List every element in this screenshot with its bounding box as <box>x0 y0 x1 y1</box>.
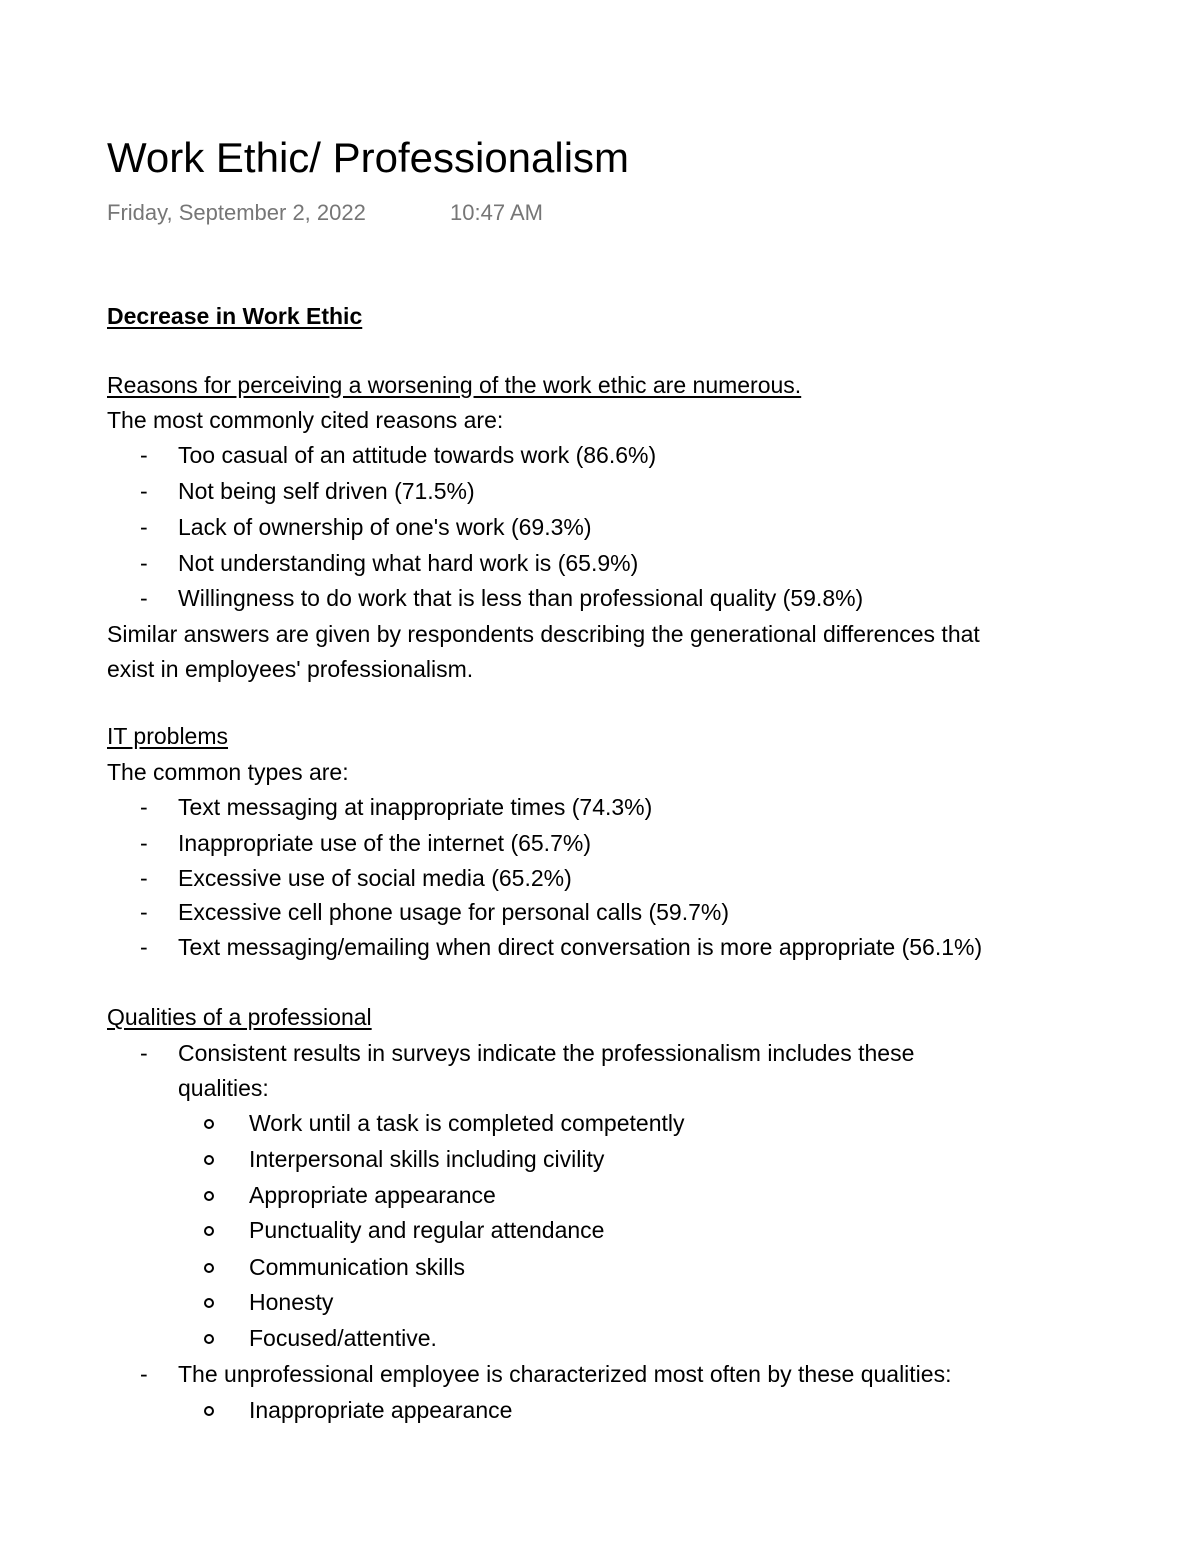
list-item: Consistent results in surveys indicate the professionalism includes these <box>178 1040 915 1066</box>
circle-bullet-icon <box>204 1334 214 1344</box>
bullet-marker: - <box>140 478 148 504</box>
section-heading-it-problems: IT problems <box>107 723 229 749</box>
circle-bullet-icon <box>204 1155 214 1165</box>
closing-text-line-2: exist in employees' professionalism. <box>107 656 474 682</box>
sub-list-item: Punctuality and regular attendance <box>249 1217 605 1243</box>
section-heading-work-ethic: Decrease in Work Ethic <box>107 303 363 329</box>
bullet-marker: - <box>140 865 148 891</box>
list-item: The unprofessional employee is characterized most often by these qualities: <box>178 1361 952 1387</box>
sub-list-item: Inappropriate appearance <box>249 1397 513 1423</box>
bullet-marker: - <box>140 442 148 468</box>
bullet-marker: - <box>140 934 148 960</box>
reasons-subheading: Reasons for perceiving a worsening of the work ethic are numerous. <box>107 372 802 398</box>
note-time: 10:47 AM <box>450 200 543 225</box>
sub-list-item: Appropriate appearance <box>249 1182 496 1208</box>
closing-text-line-1: Similar answers are given by respondents describing the generational differences that <box>107 621 980 647</box>
section-heading-qualities: Qualities of a professional <box>107 1004 372 1030</box>
list-item: Not being self driven (71.5%) <box>178 478 475 504</box>
sub-list-item: Interpersonal skills including civility <box>249 1146 605 1172</box>
sub-list-item: Honesty <box>249 1289 334 1315</box>
sub-list-item: Work until a task is completed competently <box>249 1110 685 1136</box>
list-item: Not understanding what hard work is (65.9%) <box>178 550 639 576</box>
list-item: Excessive cell phone usage for personal calls (59.7%) <box>178 899 730 925</box>
list-item: Text messaging/emailing when direct conversation is more appropriate (56.1%) <box>178 934 983 960</box>
list-item: Lack of ownership of one's work (69.3%) <box>178 514 592 540</box>
it-intro: The common types are: <box>107 759 349 785</box>
reasons-intro: The most commonly cited reasons are: <box>107 407 504 433</box>
circle-bullet-icon <box>204 1191 214 1201</box>
dateline <box>107 198 543 228</box>
list-item: Excessive use of social media (65.2%) <box>178 865 572 891</box>
note-date: Friday, September 2, 2022 <box>107 200 366 225</box>
bullet-marker: - <box>140 1040 148 1066</box>
bullet-marker: - <box>140 1361 148 1387</box>
circle-bullet-icon <box>204 1406 214 1416</box>
bullet-marker: - <box>140 585 148 611</box>
list-item-continuation: qualities: <box>178 1075 269 1101</box>
circle-bullet-icon <box>204 1298 214 1308</box>
sub-list-item: Focused/attentive. <box>249 1325 437 1351</box>
bullet-marker: - <box>140 794 148 820</box>
bullet-marker: - <box>140 899 148 925</box>
list-item: Text messaging at inappropriate times (74.3%) <box>178 794 653 820</box>
bullet-marker: - <box>140 514 148 540</box>
circle-bullet-icon <box>204 1119 214 1129</box>
page-title: Work Ethic/ Professionalism <box>107 134 630 181</box>
list-item: Too casual of an attitude towards work (86.6%) <box>178 442 657 468</box>
sub-list-item: Communication skills <box>249 1254 466 1280</box>
bullet-marker: - <box>140 830 148 856</box>
circle-bullet-icon <box>204 1226 214 1236</box>
circle-bullet-icon <box>204 1263 214 1273</box>
list-item: Willingness to do work that is less than professional quality (59.8%) <box>178 585 864 611</box>
bullet-marker: - <box>140 550 148 576</box>
list-item: Inappropriate use of the internet (65.7%) <box>178 830 591 856</box>
